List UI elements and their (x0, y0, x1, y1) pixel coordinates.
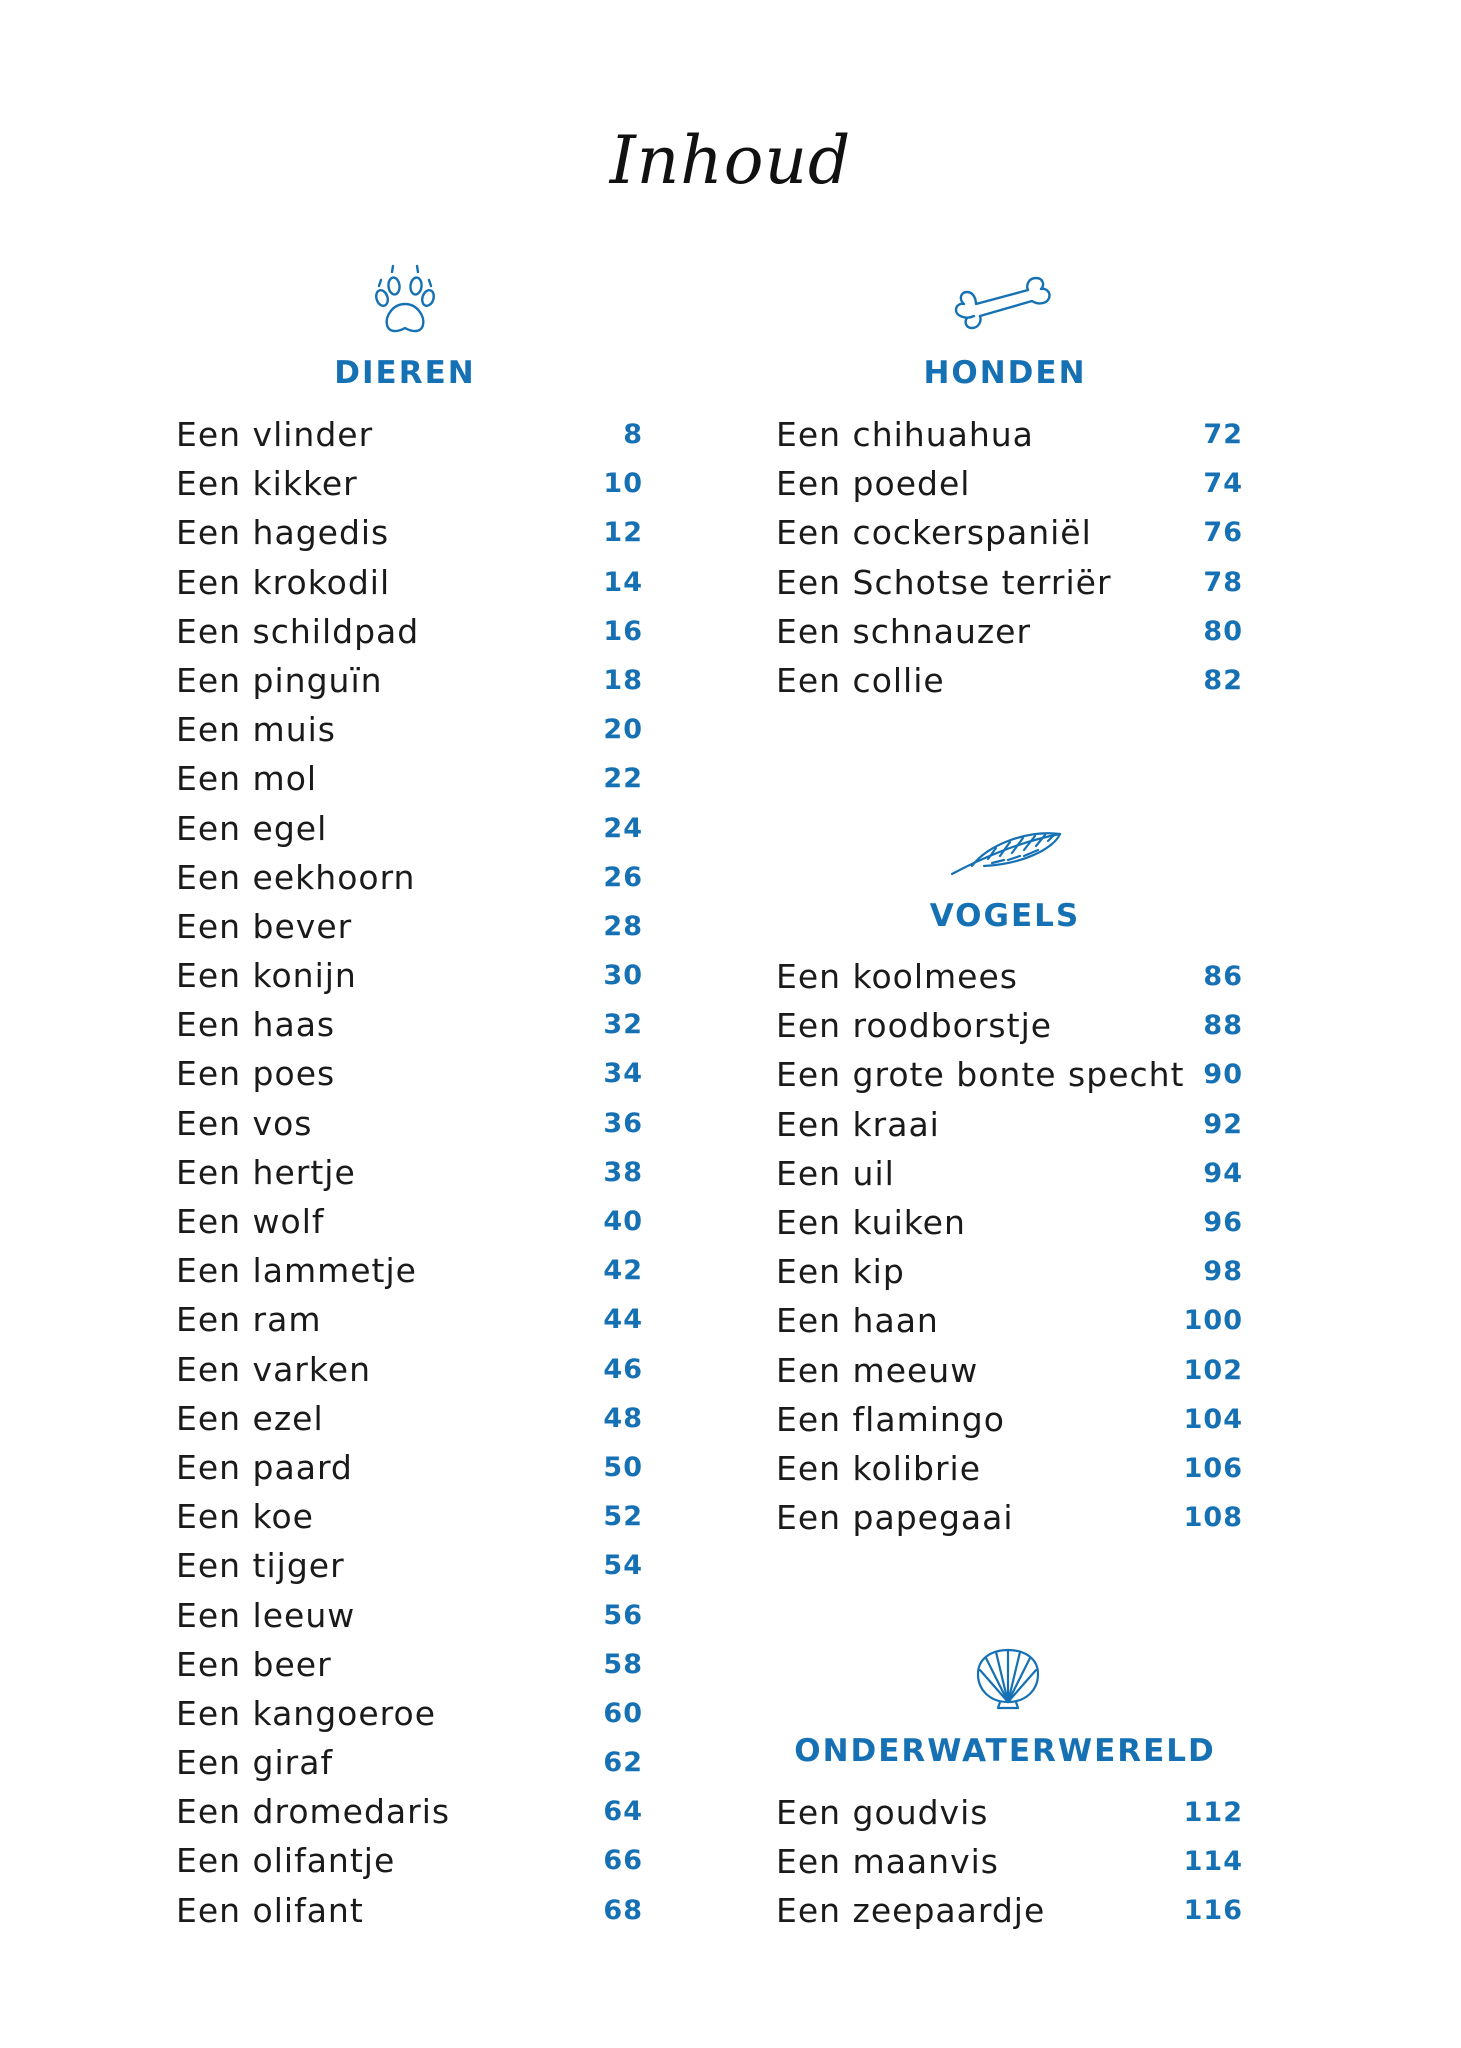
toc-entry[interactable] (176, 1787, 643, 1836)
toc-entry[interactable] (776, 558, 1243, 607)
toc-entry[interactable] (176, 1738, 643, 1787)
bone-icon (950, 272, 1056, 342)
toc-entry[interactable] (176, 1345, 643, 1394)
toc-entry-title: Een giraf (176, 1743, 334, 1783)
toc-entry-title: Een vlinder (176, 415, 374, 454)
toc-entry-title: Een poedel (776, 464, 971, 504)
toc-entry[interactable] (776, 1247, 1243, 1296)
toc-entry[interactable] (176, 1640, 643, 1689)
toc-entry[interactable] (176, 1492, 643, 1541)
toc-entry-title: Een beer (176, 1644, 332, 1684)
toc-entry[interactable] (776, 410, 1243, 459)
toc-entry[interactable] (776, 1001, 1243, 1050)
toc-entry-page-number: 102 (1183, 1354, 1243, 1386)
toc-entry-title: Een koolmees (776, 957, 1018, 996)
toc-entry-page-number: 18 (603, 664, 643, 696)
toc-entry[interactable] (176, 1197, 643, 1246)
toc-entry-page-number: 94 (1203, 1157, 1243, 1189)
toc-list-dieren (176, 410, 643, 1935)
toc-entry-title: Een kuiken (776, 1202, 966, 1242)
toc-entry-title: Een lammetje (176, 1251, 417, 1291)
toc-entry-page-number: 78 (1203, 566, 1243, 598)
toc-entry[interactable] (176, 951, 643, 1000)
toc-entry-title: Een leeuw (176, 1595, 356, 1635)
toc-entry-title: Een kangoeroe (176, 1693, 437, 1733)
shell-icon (974, 1646, 1042, 1714)
toc-entry-title: Een krokodil (176, 562, 391, 602)
toc-entry-page-number: 116 (1183, 1895, 1243, 1927)
toc-entry-page-number: 74 (1203, 468, 1243, 500)
toc-entry[interactable] (776, 1444, 1243, 1493)
feather-icon (948, 826, 1066, 882)
toc-entry-title: Een bever (176, 906, 353, 946)
toc-entry-page-number: 62 (603, 1747, 643, 1779)
toc-entry-page-number: 44 (603, 1304, 643, 1336)
toc-entry-title: Een egel (176, 808, 328, 848)
toc-entry[interactable] (176, 1836, 643, 1885)
toc-entry-title: Een haan (776, 1301, 939, 1341)
toc-entry-page-number: 52 (603, 1501, 643, 1533)
toc-entry-page-number: 40 (603, 1206, 643, 1237)
toc-entry[interactable] (176, 853, 643, 902)
toc-entry-page-number: 56 (603, 1599, 643, 1631)
toc-entry-page-number: 46 (603, 1353, 643, 1385)
toc-entry-page-number: 86 (1203, 961, 1243, 992)
toc-entry-title: Een goudvis (776, 1793, 989, 1832)
toc-entry-page-number: 58 (603, 1648, 643, 1680)
section-heading-honden: HONDEN (923, 355, 1087, 391)
toc-entry-page-number: 100 (1183, 1305, 1243, 1337)
toc-list-onderwaterwereld (776, 1788, 1243, 1936)
toc-entry-title: Een Schotse terriër (776, 562, 1112, 602)
toc-entry-page-number: 82 (1203, 664, 1243, 696)
toc-entry[interactable] (776, 1346, 1243, 1395)
toc-entry-title: Een kip (776, 1252, 905, 1292)
toc-entry[interactable] (176, 1591, 643, 1640)
toc-entry-title: Een maanvis (776, 1842, 999, 1882)
toc-entry-title: Een uil (776, 1153, 895, 1193)
section-heading-dieren: DIEREN (334, 355, 476, 391)
toc-entry-title: Een kraai (776, 1104, 940, 1144)
toc-entry[interactable] (176, 1246, 643, 1295)
toc-entry[interactable] (176, 656, 643, 705)
toc-entry-page-number: 54 (603, 1550, 643, 1582)
toc-entry-page-number: 92 (1203, 1108, 1243, 1140)
toc-entry-title: Een eekhoorn (176, 857, 416, 897)
toc-entry-page-number: 68 (603, 1894, 643, 1926)
toc-entry-title: Een zeepaardje (776, 1891, 1046, 1931)
toc-entry-title: Een haas (176, 1005, 336, 1045)
toc-entry-title: Een koe (176, 1497, 314, 1537)
toc-entry[interactable] (176, 1295, 643, 1344)
toc-entry[interactable] (176, 1049, 643, 1098)
toc-entry-page-number: 32 (603, 1009, 643, 1041)
toc-entry-title: Een vos (176, 1103, 313, 1143)
paw-print-icon (372, 262, 438, 342)
toc-entry-title: Een olifantje (176, 1841, 396, 1881)
toc-entry-title: Een dromedaris (176, 1792, 451, 1832)
toc-entry-page-number: 72 (1203, 419, 1243, 450)
toc-entry-page-number: 112 (1183, 1797, 1243, 1828)
toc-entry[interactable] (176, 1000, 643, 1049)
page-title: Inhoud (609, 122, 852, 199)
toc-entry[interactable] (776, 656, 1243, 705)
toc-entry[interactable] (176, 1689, 643, 1738)
toc-entry-title: Een ezel (176, 1398, 324, 1438)
toc-entry-page-number: 24 (603, 812, 643, 844)
toc-entry[interactable] (176, 558, 643, 607)
toc-entry-title: Een muis (176, 710, 336, 750)
toc-entry-title: Een pinguïn (176, 660, 383, 700)
toc-entry-title: Een kikker (176, 464, 358, 504)
toc-entry-page-number: 36 (603, 1107, 643, 1139)
toc-entry-page-number: 66 (603, 1845, 643, 1877)
toc-entry-page-number: 114 (1183, 1846, 1243, 1878)
toc-entry-page-number: 50 (603, 1451, 643, 1483)
toc-entry-title: Een schildpad (176, 611, 420, 651)
toc-entry-title: Een ram (176, 1300, 322, 1340)
toc-entry[interactable] (176, 607, 643, 656)
toc-entry[interactable] (776, 459, 1243, 508)
toc-entry[interactable] (776, 1050, 1243, 1099)
toc-entry-page-number: 16 (603, 615, 643, 647)
toc-entry[interactable] (176, 410, 643, 459)
toc-entry-title: Een grote bonte specht (776, 1055, 1185, 1095)
toc-entry-title: Een konijn (176, 956, 357, 996)
toc-entry[interactable] (776, 1788, 1243, 1837)
toc-entry-page-number: 38 (603, 1156, 643, 1188)
toc-entry-title: Een cockerspaniël (776, 513, 1092, 553)
toc-entry[interactable] (176, 1148, 643, 1197)
toc-entry-page-number: 14 (603, 566, 643, 598)
toc-entry[interactable] (776, 1886, 1243, 1935)
toc-entry-page-number: 28 (603, 910, 643, 942)
toc-entry[interactable] (176, 1541, 643, 1590)
toc-entry-page-number: 106 (1183, 1452, 1243, 1484)
toc-entry-page-number: 98 (1203, 1256, 1243, 1288)
toc-entry[interactable] (176, 902, 643, 951)
toc-entry-title: Een wolf (176, 1202, 325, 1241)
toc-entry[interactable] (776, 952, 1243, 1001)
toc-entry-page-number: 88 (1203, 1010, 1243, 1042)
toc-entry-page-number: 76 (1203, 517, 1243, 549)
toc-entry-page-number: 42 (603, 1255, 643, 1287)
toc-entry-page-number: 108 (1183, 1502, 1243, 1534)
toc-entry[interactable] (176, 1886, 643, 1935)
toc-entry[interactable] (176, 804, 643, 853)
toc-entry[interactable] (176, 508, 643, 557)
toc-entry-title: Een meeuw (776, 1350, 979, 1390)
toc-entry-page-number: 12 (603, 517, 643, 549)
section-heading-vogels: VOGELS (929, 898, 1081, 934)
toc-entry-page-number: 104 (1183, 1403, 1243, 1435)
toc-entry[interactable] (776, 1837, 1243, 1886)
toc-entry-title: Een roodborstje (776, 1006, 1053, 1046)
toc-entry-page-number: 34 (603, 1058, 643, 1090)
toc-entry-title: Een collie (776, 660, 945, 700)
toc-entry[interactable] (776, 1493, 1243, 1542)
toc-entry-title: Een hagedis (176, 513, 390, 553)
toc-entry-page-number: 22 (603, 763, 643, 795)
toc-entry-title: Een kolibrie (776, 1448, 982, 1488)
section-heading-onderwaterwereld: ONDERWATERWERELD (794, 1733, 1216, 1769)
toc-entry[interactable] (776, 1100, 1243, 1149)
toc-entry-page-number: 8 (623, 419, 643, 450)
toc-entry-page-number: 64 (603, 1796, 643, 1828)
toc-entry-title: Een varken (176, 1349, 372, 1389)
toc-entry-title: Een paard (176, 1447, 353, 1487)
toc-entry[interactable] (776, 1395, 1243, 1444)
toc-entry[interactable] (176, 705, 643, 754)
toc-entry-title: Een tijger (176, 1546, 345, 1586)
toc-entry-title: Een schnauzer (776, 611, 1032, 651)
toc-entry[interactable] (776, 1198, 1243, 1247)
toc-entry-page-number: 30 (603, 960, 643, 992)
toc-entry-page-number: 80 (1203, 615, 1243, 647)
toc-entry-page-number: 20 (603, 714, 643, 746)
toc-list-honden (776, 410, 1243, 705)
toc-entry[interactable] (776, 607, 1243, 656)
toc-entry-page-number: 26 (603, 861, 643, 893)
toc-entry-title: Een poes (176, 1054, 336, 1094)
toc-entry[interactable] (176, 1443, 643, 1492)
toc-entry[interactable] (176, 1394, 643, 1443)
toc-entry[interactable] (176, 1099, 643, 1148)
toc-entry-title: Een mol (176, 759, 318, 799)
toc-entry-title: Een chihuahua (776, 415, 1034, 454)
toc-entry-title: Een flamingo (776, 1399, 1005, 1439)
toc-entry[interactable] (776, 1149, 1243, 1198)
toc-entry[interactable] (176, 754, 643, 803)
toc-list-vogels (776, 952, 1243, 1542)
toc-entry[interactable] (776, 1296, 1243, 1345)
toc-entry[interactable] (176, 459, 643, 508)
toc-entry-title: Een papegaai (776, 1498, 1014, 1538)
toc-entry-page-number: 90 (1203, 1059, 1243, 1091)
toc-entry-page-number: 48 (603, 1402, 643, 1434)
toc-entry-page-number: 96 (1203, 1206, 1243, 1238)
toc-entry[interactable] (776, 508, 1243, 557)
toc-entry-title: Een olifant (176, 1890, 364, 1930)
toc-entry-page-number: 10 (603, 468, 643, 500)
toc-entry-title: Een hertje (176, 1152, 356, 1192)
toc-entry-page-number: 60 (603, 1697, 643, 1729)
